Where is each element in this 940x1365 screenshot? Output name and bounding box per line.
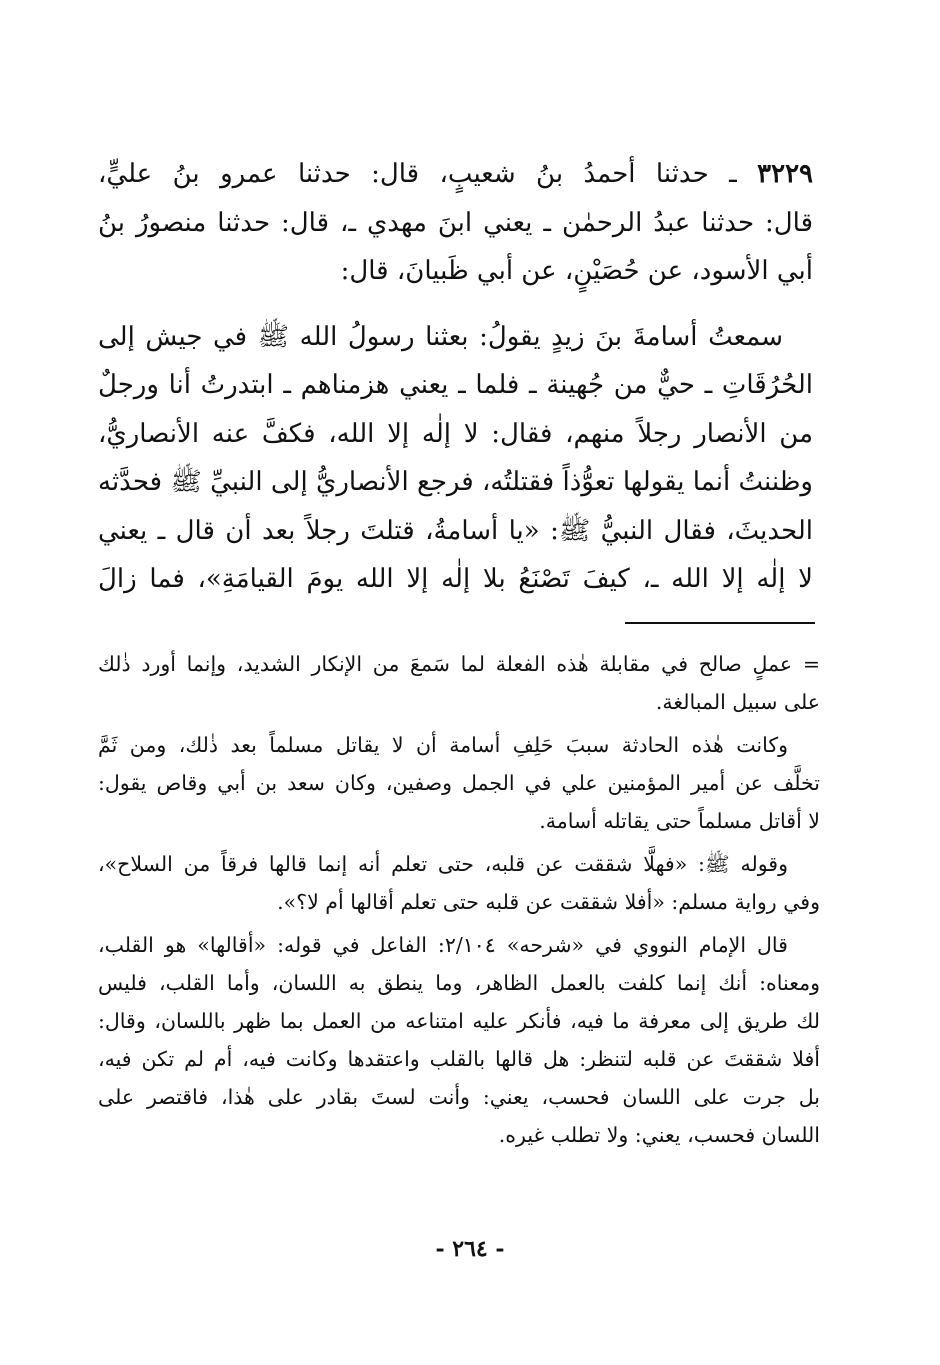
footnote-line: وفي رواية مسلم: «أفلا شققت عن قلبه حتى تعلم أقالها أم لا؟». [277,890,820,914]
footnote-line: اللسان فحسب، يعني: ولا تطلب غيره. [498,1123,820,1147]
footnote-line: تخلَّف عن أمير المؤمنين علي في الجمل وصفين، وكان سعد بن أبي وقاص يقول: [98,771,820,795]
footnote-line: قال الإمام النووي في «شرحه» ٢/١٠٤: الفاعل في قوله: «أقالها» هو القلب، [98,933,788,957]
footnote-line: بل جرت على اللسان فحسب، يعني: وأنت لستَ بقادر على هٰذا، فاقتصر على [98,1085,820,1109]
main-line: من الأنصار رجلاً منهم، فقال: لا إلٰه إلا الله، فكفَّ عنه الأنصاريُّ، [98,418,813,449]
footnote-line: ومعناه: أنك إنما كلفت بالعمل الظاهر، وما ينطق به اللسان، وأما القلب، فليس [98,971,820,995]
main-line: لا إلٰه إلا الله ـ، كيفَ تَصْنَعُ بلا إلٰه إلا الله يومَ القيامَةِ»، فما زالَ [98,564,813,594]
footnote-line: وكانت هٰذه الحادثة سببَ حَلِفِ أسامة أن لا يقاتل مسلماً بعد ذٰلك، ومن ثَمَّ [98,733,788,757]
main-text [98,150,813,604]
footnote-line: أفلا شققتَ عن قلبه لتنظر: هل قالها بالقلب واعتقدها وكانت فيه، أم لم تكن فيه، [98,1047,820,1071]
main-line-text: حدثنا أحمدُ بنُ شعيبٍ، قال: حدثنا عمرو بنُ عليٍّ، [98,159,709,189]
footnote-divider [625,622,815,624]
main-line: الحديثَ، فقال النبيُّ ﷺ: «يا أسامةُ، قتلتَ رجلاً بعد أن قال ـ يعني [98,515,813,546]
footnote-line: = عملٍ صالح في مقابلة هٰذه الفعلة لما سَمعَ من الإنكار الشديد، وإنما أورد ذٰلك [98,652,820,676]
page-number: - ٢٦٤ - [435,1236,505,1262]
footnote-line: لا أقاتل مسلماً حتى يقاتله أسامة. [539,809,820,833]
footnote-line: وقوله ﷺ: «فهلَّا شققت عن قلبه، حتى تعلم أنه إنما قالها فرقاً من السلاح»، [98,852,788,876]
hadith-number: ٣٢٢٩ [757,159,813,189]
main-line: أبي الأسود، عن حُصَيْنٍ، عن أبي ظَبيانَ، قال: [340,256,813,286]
hadith-dash: ـ [708,159,758,189]
main-line [98,150,813,199]
footnotes [98,645,820,1154]
main-line: الحُرُقَاتِ ـ حيٌّ من جُهينة ـ فلما ـ يعني هزمناهم ـ ابتدرتُ أنا ورجلٌ [98,370,813,400]
main-line: وظننتُ أنما يقولها تعوُّذاً فقتلتُه، فرجع الأنصاريُّ إلى النبيِّ ﷺ فحدَّثه [98,467,813,497]
footnote-line: لك طريق إلى معرفة ما فيه، فأنكر عليه امتناعه من العمل بما ظهر باللسان، وقال: [98,1009,820,1033]
main-line: سمعتُ أسامةَ بنَ زيدٍ يقولُ: بعثنا رسولُ الله ﷺ في جيش إلى [98,321,783,352]
main-line: قال: حدثنا عبدُ الرحمٰن ـ يعني ابنَ مهدي ـ، قال: حدثنا منصورُ بنُ [98,207,813,238]
footnote-line: على سبيل المبالغة. [655,690,820,714]
